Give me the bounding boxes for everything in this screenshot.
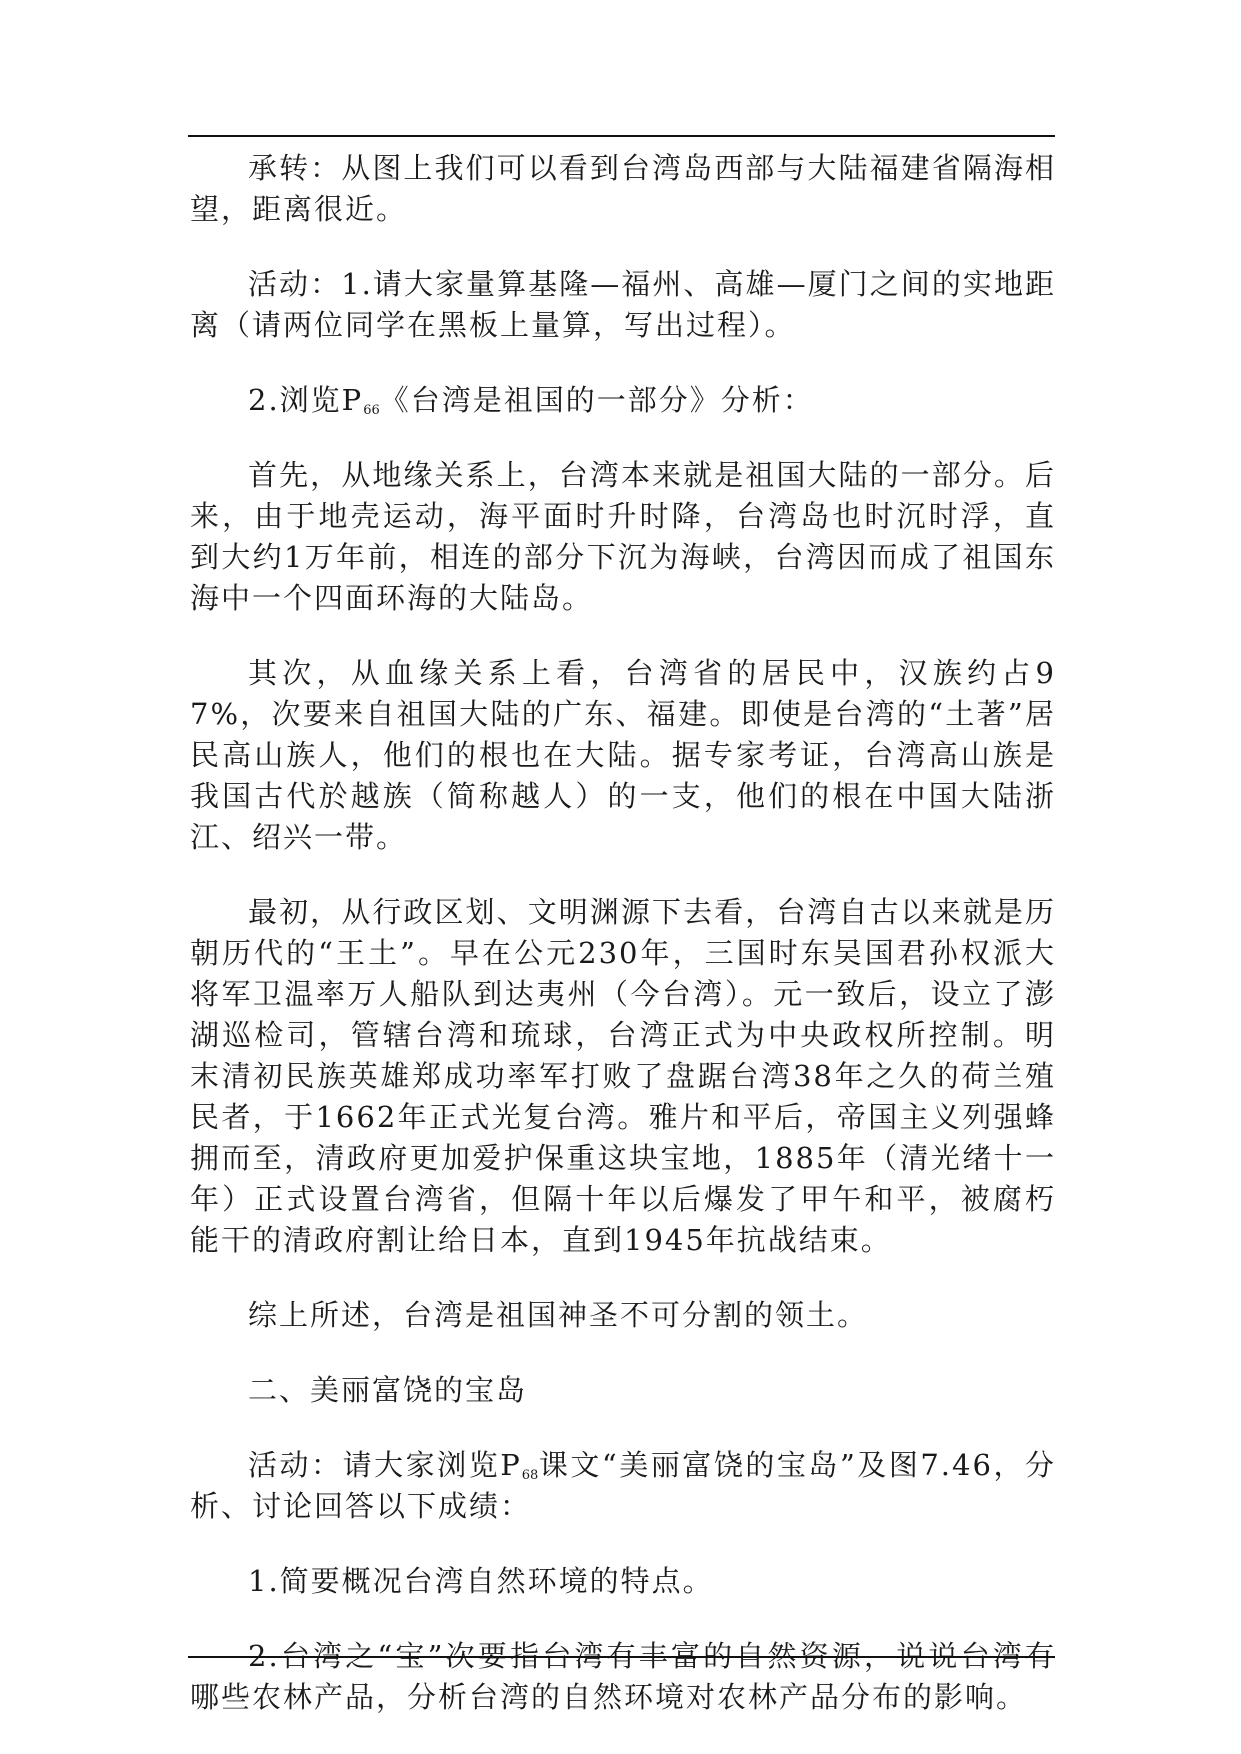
page-subscript-66: 66 [363, 403, 380, 418]
activity-2-rest: 课文“美丽富饶的宝岛”及图7.46，分析、讨论回答以下成绩： [190, 1448, 1056, 1523]
browse-p66-title: 《台湾是祖国的一部分》分析： [379, 383, 814, 417]
question-2: 2.台湾之“宝”次要指台湾有丰富的自然资源，说说台湾有哪些农林产品，分析台湾的自然环境对农林产品分布的影响。 [190, 1639, 1056, 1714]
header-rule [188, 135, 1055, 137]
paragraph-conclusion: 综上所述，台湾是祖国神圣不可分割的领土。 [248, 1298, 869, 1332]
browse-p66-text: 2.浏览P [248, 383, 364, 417]
page-subscript-68: 68 [521, 1468, 539, 1483]
activity-2-text: 活动：请大家浏览P [248, 1448, 522, 1482]
paragraph-history: 最初，从行政区划、文明渊源下去看，台湾自古以来就是历朝历代的“王土”。早在公元230年，三国时东吴国君孙权派大将军卫温率万人船队到达夷州（今台湾）。元一致后，设立了澎湖巡检司，管辖台湾和琉球，台湾正式为中央政权所控制。明末清初民族英雄郑成功率军打败了盘踞台湾38年之久的荷兰殖民者，于1662年正式光复台湾。雅片和平后，帝国主义列强蜂拥而至，清政府更加爱护保重这块宝地，1885年（清光绪十一年）正式设置台湾省，但隔十年以后爆发了甲午和平，被腐朽能干的清政府割让给日本，直到1945年抗战结束。 [190, 895, 1056, 1257]
paragraph-browse-p66 [190, 380, 1056, 421]
paragraph-geography: 首先，从地缘关系上，台湾本来就是祖国大陆的一部分。后来，由于地壳运动，海平面时升时降，台湾岛也时沉时浮，直到大约1万年前，相连的部分下沉为海峡，台湾因而成了祖国东海中一个四面环海的大陆岛。 [190, 458, 1056, 615]
footer-rule [188, 1656, 1055, 1658]
paragraph-transition: 承转：从图上我们可以看到台湾岛西部与大陆福建省隔海相望，距离很近。 [190, 151, 1056, 226]
paragraph-kinship: 其次，从血缘关系上看，台湾省的居民中，汉族约占97%，次要来自祖国大陆的广东、福建。即使是台湾的“土著”居民高山族人，他们的根也在大陆。据专家考证，台湾高山族是我国古代於越族（简称越人）的一支，他们的根在中国大陆浙江、绍兴一带。 [190, 656, 1056, 854]
question-1: 1.简要概况台湾自然环境的特点。 [248, 1564, 714, 1598]
paragraph-activity-1: 活动：1.请大家量算基隆—福州、高雄—厦门之间的实地距离（请两位同学在黑板上量算，写出过程）。 [190, 267, 1056, 342]
paragraph-activity-2 [190, 1445, 1056, 1527]
document-body [190, 148, 1056, 1752]
section-heading-treasure-island: 二、美丽富饶的宝岛 [248, 1373, 528, 1407]
